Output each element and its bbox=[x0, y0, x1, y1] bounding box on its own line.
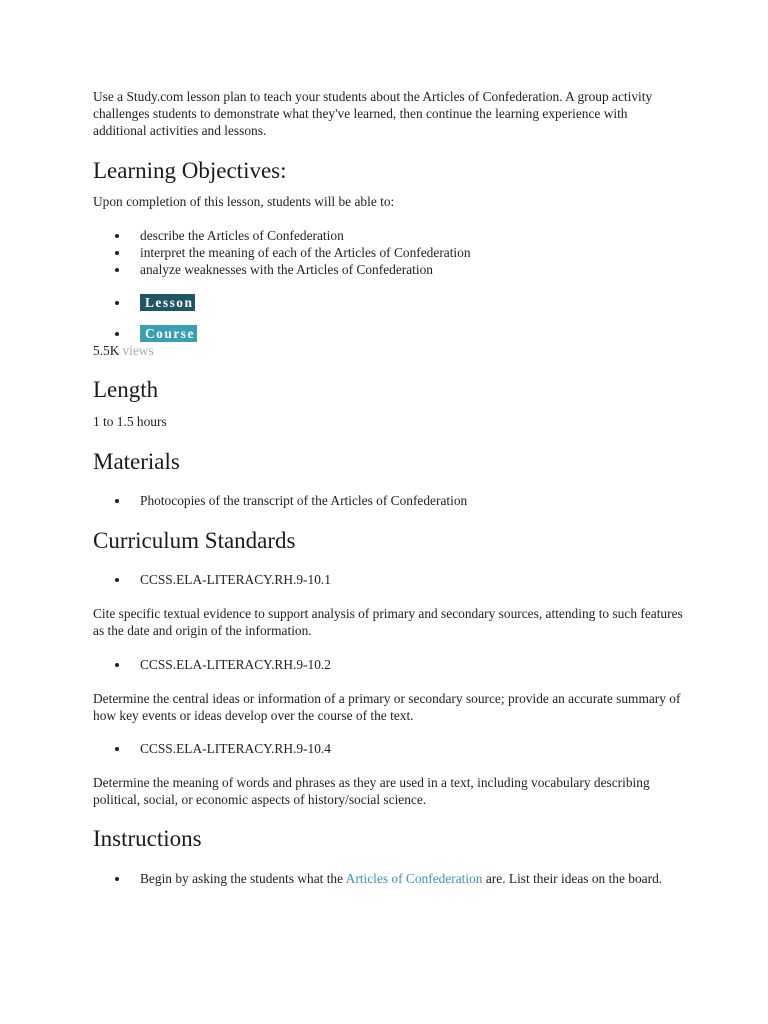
standard-code-list bbox=[93, 740, 683, 757]
standards-heading: Curriculum Standards bbox=[93, 528, 296, 553]
instruction-text: are. List their ideas on the board. bbox=[482, 871, 663, 886]
instruction-text: Begin by asking the students what the bbox=[140, 871, 346, 886]
objective-item: describe the Articles of Confederation bbox=[93, 227, 683, 244]
standard-code-list bbox=[93, 656, 683, 673]
views-counter bbox=[93, 342, 683, 359]
articles-link[interactable]: Articles of Confederation bbox=[345, 871, 483, 886]
instruction-step bbox=[93, 870, 683, 887]
standard-description: Determine the meaning of words and phrases as they are used in a text, including vocabulary describing political, social, or economic aspects of history/social science. bbox=[93, 775, 650, 807]
materials-list bbox=[93, 492, 683, 509]
objective-item: analyze weaknesses with the Articles of Confederation bbox=[93, 261, 683, 278]
lesson-tag[interactable]: Lesson bbox=[140, 294, 195, 311]
standard-code: CCSS.ELA-LITERACY.RH.9-10.1 bbox=[93, 571, 683, 588]
course-tag[interactable]: Course bbox=[140, 325, 197, 342]
views-label: views bbox=[122, 343, 154, 358]
length-heading: Length bbox=[93, 377, 159, 402]
material-item: Photocopies of the transcript of the Articles of Confederation bbox=[93, 492, 683, 509]
intro-paragraph: Use a Study.com lesson plan to teach your students about the Articles of Confederation. A group activity challenges students to demonstrate what they've learned, then continue the learning experience with additional activities and lessons. bbox=[93, 89, 653, 138]
standard-code: CCSS.ELA-LITERACY.RH.9-10.2 bbox=[93, 656, 683, 673]
standard-description: Cite specific textual evidence to support analysis of primary and secondary sources, attending to such features as the date and origin of the information. bbox=[93, 606, 683, 638]
lesson-tag-item bbox=[93, 294, 683, 311]
objectives-lead: Upon completion of this lesson, students will be able to: bbox=[93, 194, 395, 209]
instructions-list bbox=[93, 870, 683, 887]
standard-code-list bbox=[93, 571, 683, 588]
objective-item: interpret the meaning of each of the Articles of Confederation bbox=[93, 244, 683, 261]
instructions-heading: Instructions bbox=[93, 826, 202, 851]
materials-heading: Materials bbox=[93, 449, 180, 474]
objectives-list bbox=[93, 227, 683, 278]
objectives-heading: Learning Objectives: bbox=[93, 158, 287, 183]
length-value: 1 to 1.5 hours bbox=[93, 414, 167, 429]
standard-description: Determine the central ideas or information of a primary or secondary source; provide an accurate summary of how key events or ideas develop over the course of the text. bbox=[93, 691, 681, 723]
lesson-tag-list bbox=[93, 294, 683, 311]
course-tag-list bbox=[93, 325, 683, 342]
views-count: 5.5K bbox=[93, 343, 120, 358]
course-tag-item bbox=[93, 325, 683, 342]
standard-code: CCSS.ELA-LITERACY.RH.9-10.4 bbox=[93, 740, 683, 757]
